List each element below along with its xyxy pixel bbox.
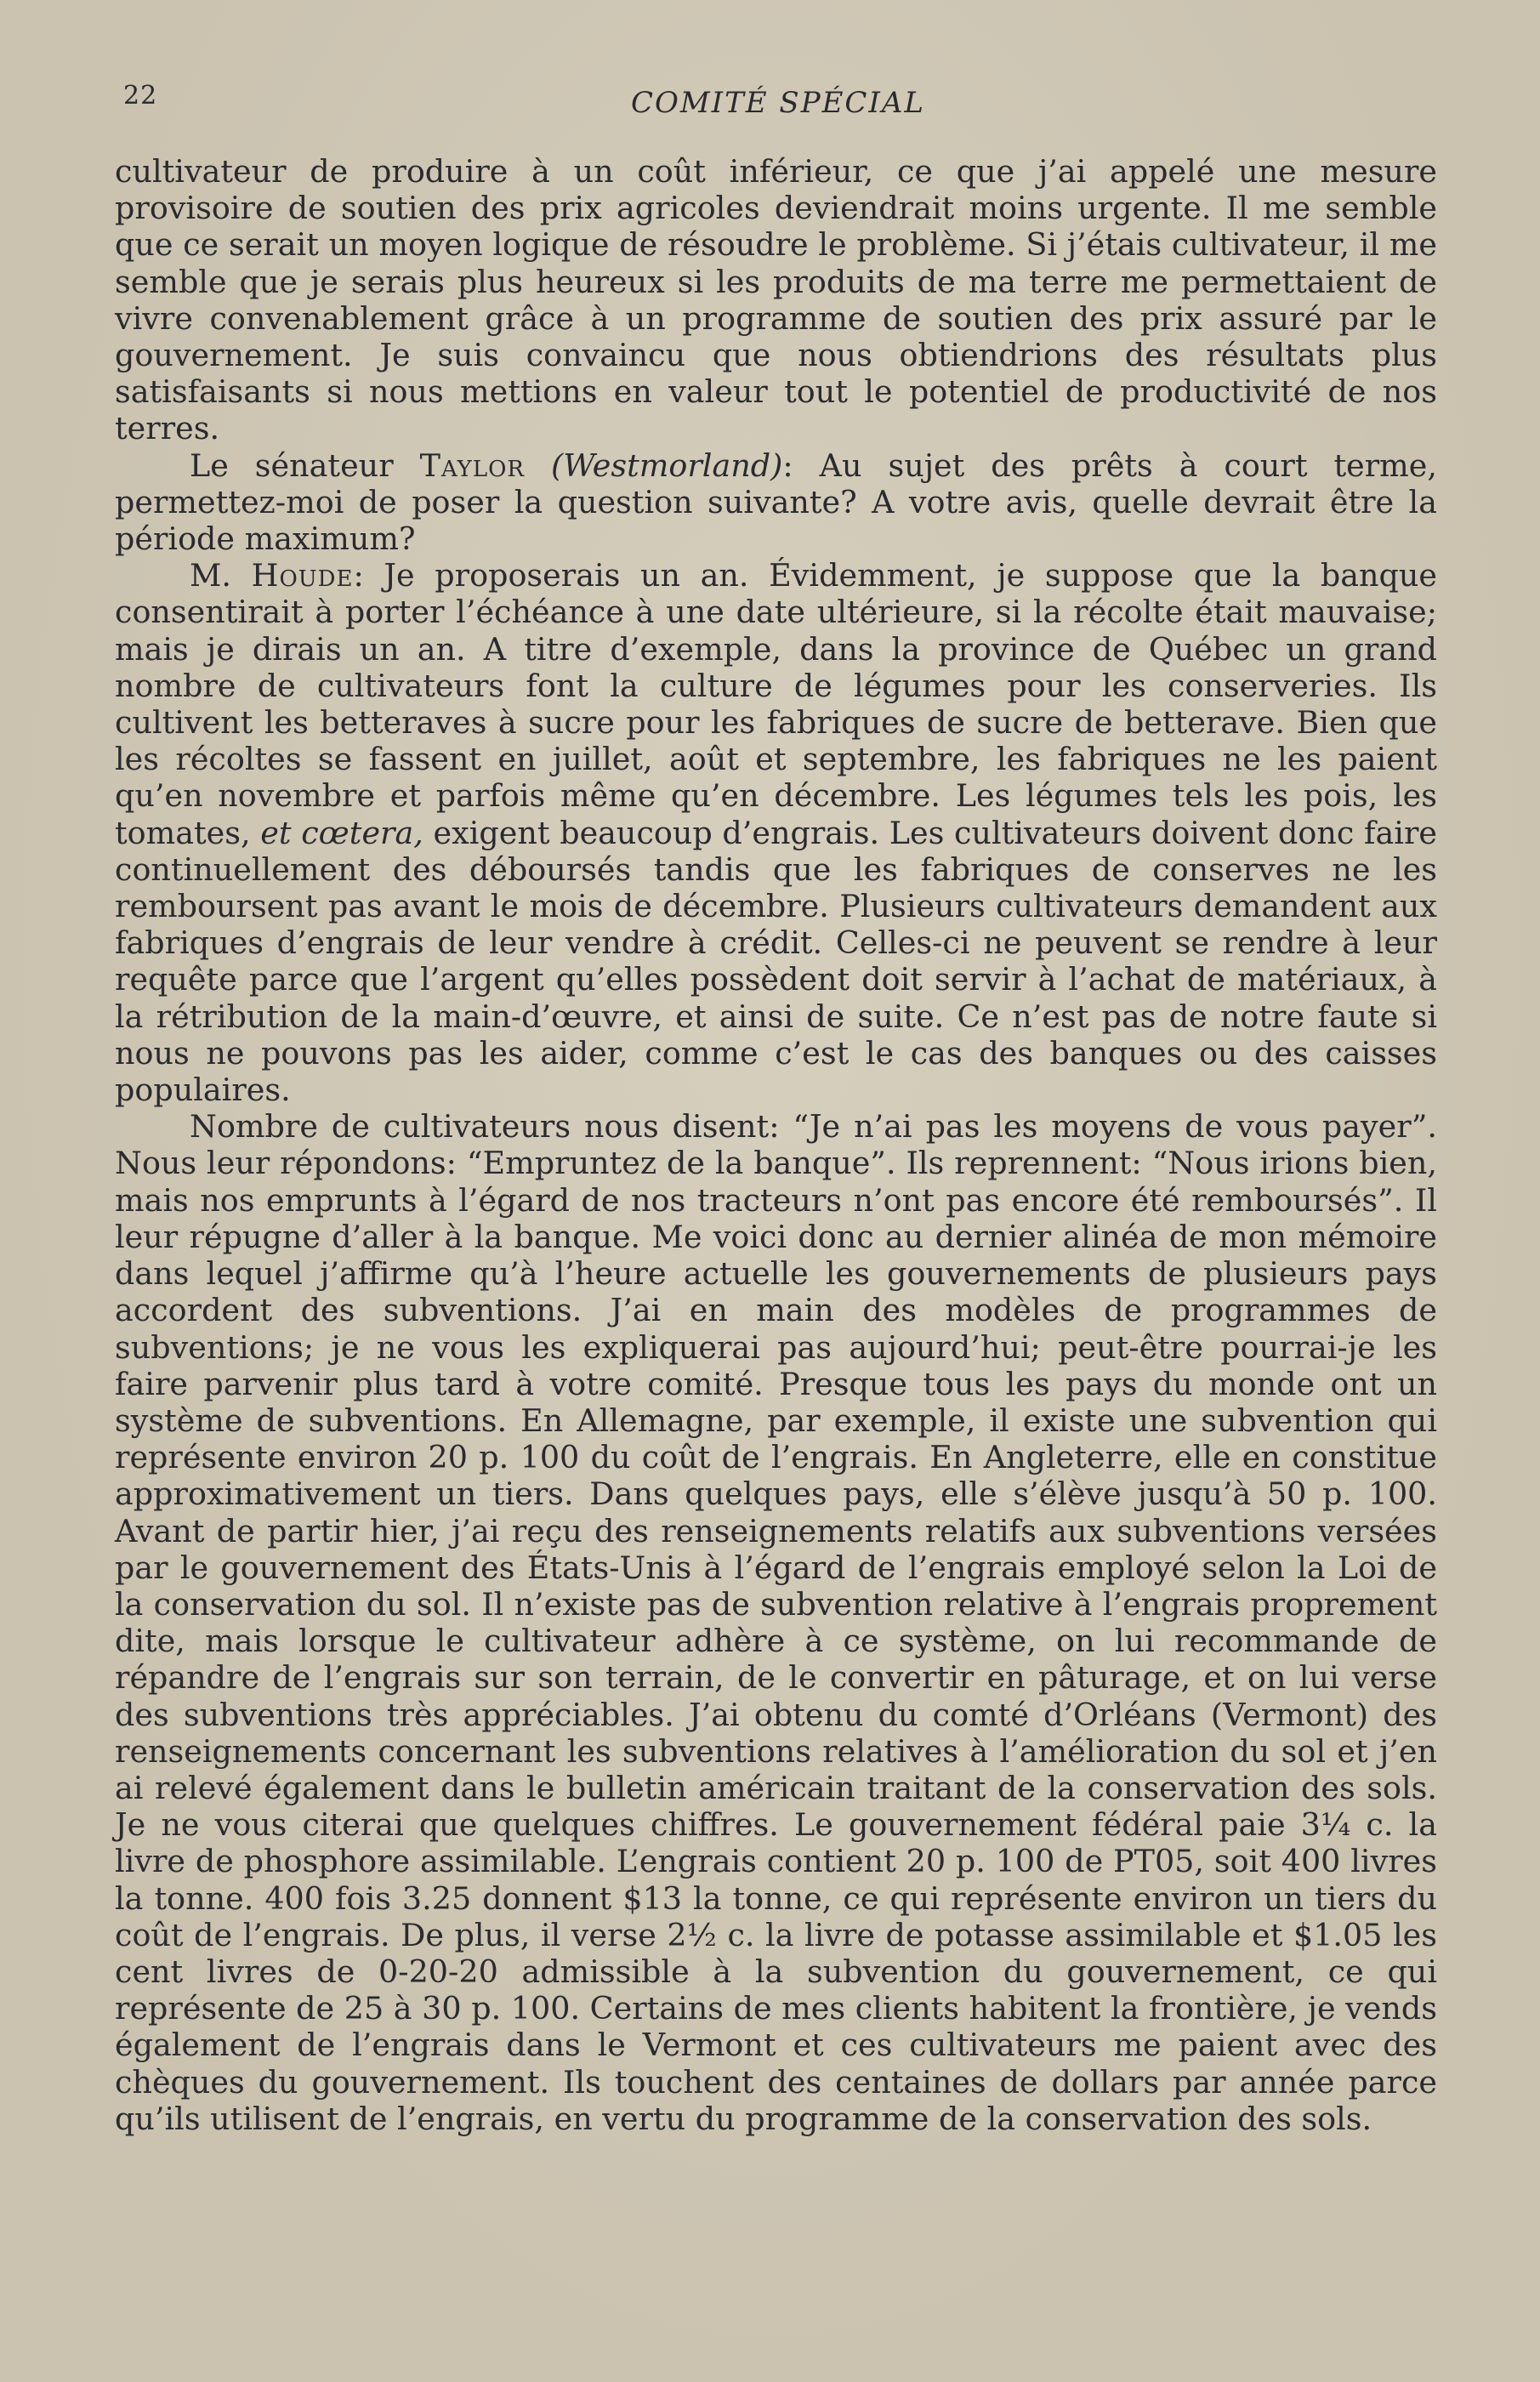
paragraph-text: exigent beaucoup d’engrais. Les cultivateurs doivent donc faire continuellement des déboursés tandis que les fabriques de conserves ne les remboursent pas avant le mois de décembre. Plusieurs cultivateurs demandent aux fabriques d’engrais de leur vendre à crédit. Celles-ci ne peuvent se rendre à leur requête parce que l’argent qu’elles possèdent doit servir à l’achat de matériaux, à la rétribution de la main-d’œuvre, et ainsi de suite. Ce n’est pas de notre faute si nous ne pouvons pas les aider, comme c’est le cas des banques ou des caisses populaires. (115, 814, 1438, 1109)
speaker-name: Houde (251, 557, 354, 594)
speaker-prefix: Le sénateur (190, 446, 420, 484)
body-text (115, 153, 1437, 2137)
paragraph-continuation: cultivateur de produire à un coût inférieur, ce que j’ai appelé une mesure provisoire de soutien des prix agricoles deviendrait moins urgente. Il me semble que ce serait un moyen logique de résoudre le problème. Si j’étais cultivateur, il me semble que je serais plus heureux si les produits de ma terre me permettaient de vivre convenablement grâce à un programme de soutien des prix assuré par le gouvernement. Je suis convaincu que nous obtiendrions des résultats plus satisfaisants si nous mettions en valeur tout le potentiel de productivité de nos terres. (115, 153, 1437, 447)
speaker-name: Taylor (419, 446, 525, 484)
paragraph-senator-taylor (115, 447, 1437, 558)
speaker-constituency: (Westmorland) (550, 446, 783, 484)
page-header (123, 81, 1433, 132)
paragraph-m-houde (115, 557, 1437, 1108)
paragraph-text: : Je proposerais un an. Évidemment, je suppose que la banque consentirait à porter l’échéance à une date ultérieure, si la récolte était mauvaise; mais je dirais un an. A titre d’exemple, dans la province de Québec un grand nombre de cultivateurs font la culture de légumes pour les conserveries. Ils cultivent les betteraves à sucre pour les fabriques de sucre de betterave. Bien que les récoltes se fassent en juillet, août et septembre, les fabriques ne les paient qu’en novembre et parfois même qu’en décembre. Les légumes tels les pois, les tomates, (115, 557, 1437, 851)
running-title: COMITÉ SPÉCIAL (630, 86, 925, 120)
paragraph-text: : Au sujet des prêts à court terme, permettez-moi de poser la question suivante? A votre avis, quelle devrait être la période maximum? (115, 446, 1437, 558)
paragraph-subventions: Nombre de cultivateurs nous disent: “Je n’ai pas les moyens de vous payer”. Nous leur répondons: “Empruntez de la banque”. Ils reprennent: “Nous irions bien, mais nos emprunts à l’égard de nos tracteurs n’ont pas encore été remboursés”. Il leur répugne d’aller à la banque. Me voici donc au dernier alinéa de mon mémoire dans lequel j’affirme qu’à l’heure actuelle les gouvernements de plusieurs pays accordent des subventions. J’ai en main des modèles de programmes de subventions; je ne vous les expliquerai pas aujourd’hui; peut-être pourrai-je les faire parvenir plus tard à votre comité. Presque tous les pays du monde ont un système de subventions. En Allemagne, par exemple, il existe une subvention qui représente environ 20 p. 100 du coût de l’engrais. En Angleterre, elle en constitue approximativement un tiers. Dans quelques pays, elle s’élève jusqu’à 50 p. 100. Avant de partir hier, j’ai reçu des renseignements relatifs aux subventions versées par le gouvernement des États-Unis à l’égard de l’engrais employé selon la Loi de la conservation du sol. Il n’existe pas de subvention relative à l’engrais proprement dite, mais lorsque le cultivateur adhère à ce système, on lui recommande de répandre de l’engrais sur son terrain, de le convertir en pâturage, et on lui verse des subventions très appréciables. J’ai obtenu du comté d’Orléans (Vermont) des renseignements concernant les subventions relatives à l’amélioration du sol et j’en ai relevé également dans le bulletin américain traitant de la conservation des sols. Je ne vous citerai que quelques chiffres. Le gouvernement fédéral paie 3¼ c. la livre de phosphore assimilable. L’engrais contient 20 p. 100 de PT05, soit 400 livres la tonne. 400 fois 3.25 donnent $13 la tonne, ce qui représente environ un tiers du coût de l’engrais. De plus, il verse 2½ c. la livre de potasse assimilable et $1.05 les cent livres de 0-20-20 admissible à la subvention du gouvernement, ce qui représente de 25 à 30 p. 100. Certains de mes clients habitent la frontière, je vends également de l’engrais dans le Vermont et ces cultivateurs me paient avec des chèques du gouvernement. Ils touchent des centaines de dollars par année parce qu’ils utilisent de l’engrais, en vertu du programme de la conservation des sols. (115, 1108, 1437, 2137)
page-number: 22 (123, 81, 158, 111)
italic-phrase: et cœtera, (260, 814, 423, 851)
speaker-prefix: M. (190, 557, 252, 594)
